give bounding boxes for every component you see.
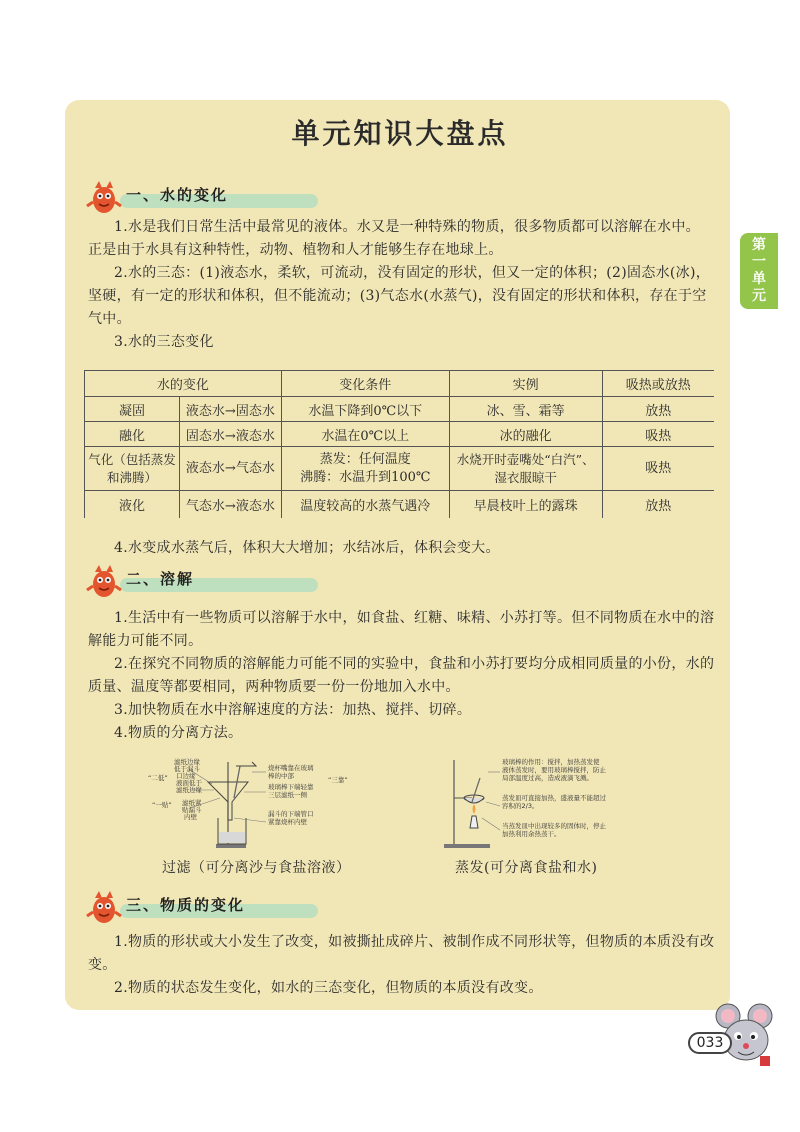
table-cell: 水温下降到0℃以下 bbox=[281, 397, 449, 422]
table-cell: 早晨枝叶上的露珠 bbox=[449, 491, 602, 518]
evaporation-note: 当蒸发皿中出现较多的固体时，停止 bbox=[502, 822, 606, 830]
paragraph: 3.加快物质在水中溶解速度的方法：加热、搅拌、切碎。 bbox=[114, 702, 472, 718]
table-cell bbox=[281, 447, 449, 491]
filtration-label: 漏斗的下端管口 bbox=[268, 810, 314, 818]
filtration-label: 滤纸紧 bbox=[182, 799, 202, 807]
table-row bbox=[85, 491, 715, 518]
page-title: 单元知识大盘点 bbox=[291, 117, 509, 150]
table-cell bbox=[449, 447, 602, 491]
section-heading-label: 一、水的变化 bbox=[126, 186, 229, 204]
unit-side-tab: 第一单元 bbox=[740, 233, 778, 309]
mascot-icon bbox=[86, 176, 122, 216]
filtration-label: 烧杯嘴靠在玻璃 bbox=[268, 764, 314, 772]
filtration-label: 滤纸边缘 bbox=[174, 758, 200, 766]
table-header-row bbox=[85, 371, 715, 397]
section-heading-matter-change bbox=[86, 886, 326, 926]
evaporation-note: 局部温度过高，造成液滴飞溅。 bbox=[502, 774, 593, 782]
section-heading-dissolving bbox=[86, 560, 326, 600]
example-line: 湿衣服晾干 bbox=[494, 469, 557, 485]
filtration-label: 棒的中部 bbox=[268, 772, 294, 780]
table-cell: 液态水→固态水 bbox=[179, 397, 281, 422]
table-row bbox=[85, 422, 715, 447]
filtration-label: 口边缘 bbox=[176, 772, 196, 780]
table-header-cell: 实例 bbox=[449, 371, 602, 397]
mascot-icon bbox=[86, 560, 122, 600]
paragraph: 1.物质的形状或大小发生了改变，如被撕扯成碎片、被制作成不同形状等，但物质的本质没有改变。 bbox=[88, 934, 715, 973]
filtration-label: 液面低于 bbox=[176, 779, 202, 787]
table-cell: 水温在0℃以上 bbox=[281, 422, 449, 447]
evaporation-note: 液体蒸发时，要用玻璃棒搅拌，防止 bbox=[502, 766, 606, 774]
paragraph: 1.生活中有一些物质可以溶解于水中，如食盐、红糖、味精、小苏打等。但不同物质在水中的溶解能力可能不同。 bbox=[88, 610, 715, 649]
filtration-label-three-lean: “三靠” bbox=[328, 776, 348, 784]
section-heading-water-change bbox=[86, 176, 326, 216]
table-cell: 气化（包括蒸发和沸腾） bbox=[85, 447, 180, 491]
filtration-label-two-low: “二低” bbox=[148, 774, 168, 782]
page-number: 033 bbox=[688, 1032, 732, 1054]
filtration-caption: 过滤（可分离沙与食盐溶液） bbox=[162, 860, 351, 876]
paragraph: 2.水的三态：(1)液态水，柔软，可流动，没有固定的形状，但又一定的体积；(2)固态水(冰)，坚硬，有一定的形状和体积，但不能流动；(3)气态水(水蒸气)，没有固定的形状和体积，存在于空气中。 bbox=[88, 265, 711, 327]
table-row bbox=[85, 397, 715, 422]
table-cell: 凝固 bbox=[85, 397, 180, 422]
table-cell: 放热 bbox=[602, 491, 714, 518]
table-header-cell: 变化条件 bbox=[281, 371, 449, 397]
evaporation-diagram bbox=[440, 758, 645, 850]
filtration-label: 贴漏斗 bbox=[182, 806, 202, 814]
table-cell: 液化 bbox=[85, 491, 180, 518]
mascot-icon bbox=[86, 886, 122, 926]
section-heading-label: 三、物质的变化 bbox=[126, 896, 246, 914]
filtration-label: 低于漏斗 bbox=[174, 765, 200, 773]
filtration-label: 三层滤纸一侧 bbox=[268, 791, 307, 799]
filtration-label-one-stick: “一贴” bbox=[152, 801, 172, 809]
filtration-label: 内壁 bbox=[184, 813, 197, 821]
table-cell: 冰、雪、霜等 bbox=[449, 397, 602, 422]
table-cell: 气态水→液态水 bbox=[179, 491, 281, 518]
paragraph: 1.水是我们日常生活中最常见的液体。水又是一种特殊的物质，很多物质都可以溶解在水中。 正是由于水具有这种特性，动物、植物和人才能够生存在地球上。 bbox=[88, 219, 700, 258]
condition-line: 蒸发：任何温度 bbox=[319, 451, 411, 467]
filtration-label: 玻璃棒下端轻靠 bbox=[268, 783, 314, 791]
example-line: 水烧开时壶嘴处“白汽”、 bbox=[456, 451, 595, 467]
table-cell: 放热 bbox=[602, 397, 714, 422]
evaporation-note: 玻璃棒的作用：搅拌，加热蒸发使 bbox=[502, 758, 600, 766]
paragraph: 2.物质的状态发生变化，如水的三态变化，但物质的本质没有改变。 bbox=[114, 980, 543, 996]
filtration-diagram bbox=[148, 758, 353, 850]
evaporation-note: 容积的2/3。 bbox=[502, 802, 539, 810]
table-cell: 融化 bbox=[85, 422, 180, 447]
paragraph: 3.水的三态变化 bbox=[114, 334, 214, 350]
condition-line: 沸腾：水温升到100℃ bbox=[300, 469, 431, 485]
evaporation-note: 加热利用余热蒸干。 bbox=[502, 830, 561, 838]
table-cell: 吸热 bbox=[602, 447, 714, 491]
table-header-cell: 吸热或放热 bbox=[602, 371, 714, 397]
table-cell: 液态水→气态水 bbox=[179, 447, 281, 491]
table-cell: 固态水→液态水 bbox=[179, 422, 281, 447]
filtration-label: 紧靠烧杯内壁 bbox=[268, 818, 307, 826]
table-row bbox=[85, 447, 715, 491]
evaporation-note: 蒸发皿可直接加热，盛液量不能超过 bbox=[502, 794, 606, 802]
paragraph: 4.水变成水蒸气后，体积大大增加；水结冰后，体积会变大。 bbox=[114, 540, 500, 556]
paragraph: 4.物质的分离方法。 bbox=[114, 725, 243, 741]
table-cell: 吸热 bbox=[602, 422, 714, 447]
table-header-cell: 水的变化 bbox=[85, 371, 282, 397]
section-heading-label: 二、溶解 bbox=[126, 570, 195, 588]
evaporation-caption: 蒸发(可分离食盐和水) bbox=[455, 860, 598, 876]
water-states-table bbox=[84, 370, 714, 518]
filtration-label: 滤纸边缘 bbox=[176, 786, 202, 794]
table-cell: 温度较高的水蒸气遇冷 bbox=[281, 491, 449, 518]
table-cell: 冰的融化 bbox=[449, 422, 602, 447]
paragraph: 2.在探究不同物质的溶解能力可能不同的实验中，食盐和小苏打要均分成相同质量的小份，水的质量、温度等都要相同，两种物质要一份一份地加入水中。 bbox=[88, 656, 715, 695]
